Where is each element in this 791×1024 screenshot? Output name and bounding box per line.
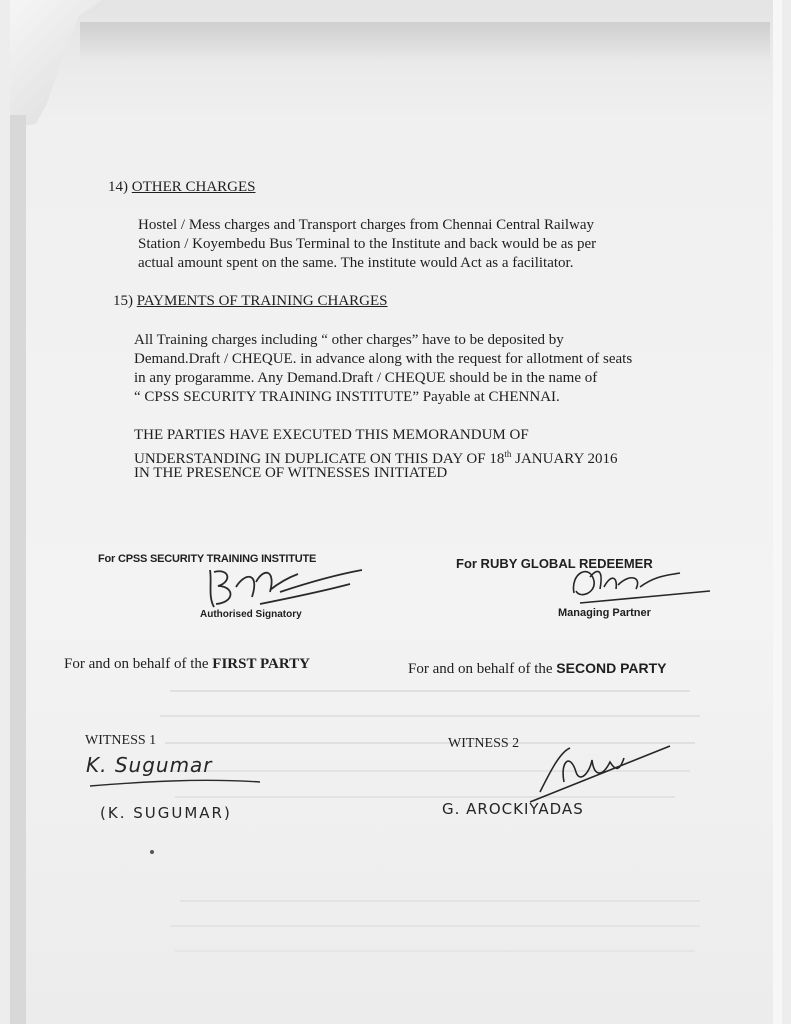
witness-2-label: WITNESS 2 (448, 736, 520, 751)
second-party-behalf (408, 659, 667, 678)
witness-1-label: WITNESS 1 (85, 733, 157, 748)
first-party-label: FIRST PARTY (212, 656, 310, 672)
section-14-line-2: Station / Koyembedu Bus Terminal to the Institute and back would be as per (138, 236, 597, 252)
witness-1-name: (K. SUGUMAR) (100, 804, 232, 822)
scan-shadow-band (80, 22, 770, 62)
scan-left-edge (10, 115, 26, 1024)
section-15-title: PAYMENTS OF TRAINING CHARGES (136, 293, 388, 309)
section-15-line-3: in any progaramme. Any Demand.Draft / CHEQUE should be in the name of (134, 370, 598, 386)
document-page (10, 0, 782, 1024)
second-party-behalf-text: For and on behalf of the (408, 661, 557, 677)
first-party-behalf (64, 655, 310, 673)
witness-1-signature: K. Sugumar (86, 753, 213, 777)
execution-line-2-date: JANUARY 2016 (511, 451, 618, 467)
first-party-title: Authorised Signatory (200, 609, 302, 620)
execution-line-2-text: UNDERSTANDING IN DUPLICATE ON THIS DAY OF 18 (134, 451, 505, 467)
section-14-line-3: actual amount spent on the same. The institute would Act as a facilitator. (138, 255, 574, 271)
second-party-org-stamp: For RUBY GLOBAL REDEEMER (456, 556, 653, 571)
section-15-line-4: “ CPSS SECURITY TRAINING INSTITUTE” Payable at CHENNAI. (134, 389, 560, 405)
section-14-line-1: Hostel / Mess charges and Transport charges from Chennai Central Railway (138, 217, 595, 233)
execution-line-1: THE PARTIES HAVE EXECUTED THIS MEMORANDUM OF (134, 427, 529, 443)
second-party-title: Managing Partner (558, 607, 651, 619)
section-14-number: 14) (108, 179, 128, 195)
section-15-line-1: All Training charges including “ other charges” have to be deposited by (134, 332, 564, 348)
first-party-org-stamp: For CPSS SECURITY TRAINING INSTITUTE (98, 553, 317, 565)
section-15-number: 15) (113, 293, 133, 309)
scan-speck (150, 850, 154, 854)
witness-2-name: G. AROCKIYADAS (442, 800, 584, 818)
section-14-title: OTHER CHARGES (131, 179, 256, 195)
first-party-behalf-text: For and on behalf of the (64, 656, 213, 672)
execution-day-suffix: th (504, 449, 512, 459)
scan-right-edge (773, 0, 782, 1024)
section-14-heading (108, 178, 256, 196)
section-15-line-2: Demand.Draft / CHEQUE. in advance along with the request for allotment of seats (134, 351, 633, 367)
execution-line-3: IN THE PRESENCE OF WITNESSES INITIATED (134, 465, 448, 481)
section-15-heading (113, 292, 388, 310)
second-party-label: SECOND PARTY (556, 660, 667, 676)
